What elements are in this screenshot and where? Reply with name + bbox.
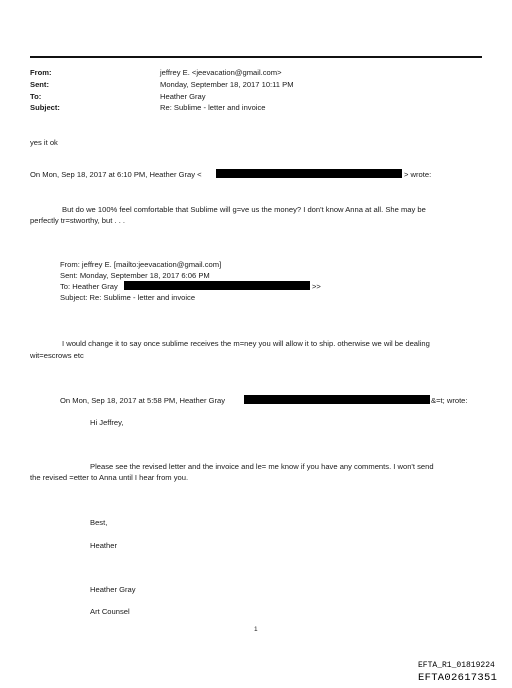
greeting: Hi Jeffrey,	[90, 418, 124, 427]
fwd-subject: Subject: Re: Sublime - letter and invoice	[60, 293, 196, 302]
redaction-bar	[244, 395, 430, 404]
para1-line2: perfectly tr=stworthy, but . . .	[30, 216, 126, 225]
reply-text: yes it ok	[30, 138, 58, 147]
efta-id-large: EFTA02617351	[418, 672, 498, 684]
para3-line2: the revised =etter to Anna until I hear from you.	[30, 473, 189, 482]
fwd-from: From: jeffrey E. [mailto:jeevacation@gmail.com]	[60, 260, 222, 269]
para1-line1: But do we 100% feel comfortable that Sublime will g=ve us the money? I don't know Anna at all. She may be	[62, 205, 426, 214]
subject-label: Subject:	[30, 103, 60, 112]
sent-label: Sent:	[30, 80, 49, 89]
to-value: Heather Gray	[160, 92, 206, 101]
efta-id-small: EFTA_R1_01819224	[418, 661, 495, 670]
quote2-prefix: On Mon, Sep 18, 2017 at 5:58 PM, Heather Gray	[60, 396, 226, 405]
header-rule	[30, 56, 482, 58]
fwd-sent: Sent: Monday, September 18, 2017 6:06 PM	[60, 271, 210, 280]
signature-title: Art Counsel	[90, 607, 130, 616]
from-value: jeffrey E. <jeevacation@gmail.com>	[160, 68, 282, 77]
para2-line1: I would change it to say once sublime receives the m=ney you will allow it to ship. otherwise we wil be dealing	[62, 339, 430, 348]
quote1-suffix: > wrote:	[404, 170, 432, 179]
subject-value: Re: Sublime - letter and invoice	[160, 103, 266, 112]
from-label: From:	[30, 68, 52, 77]
quote2-suffix: &=t; wrote:	[431, 396, 468, 405]
fwd-to-prefix: To: Heather Gray	[60, 282, 118, 291]
signoff: Heather	[90, 541, 118, 550]
signature-name: Heather Gray	[90, 585, 136, 594]
para2-line2: wit=escrows etc	[30, 351, 84, 360]
page-number: 1	[254, 626, 258, 633]
para3-line1: Please see the revised letter and the invoice and le= me know if you have any comments. I won't send	[90, 462, 434, 471]
fwd-to-suffix: >>	[312, 282, 321, 291]
sent-value: Monday, September 18, 2017 10:11 PM	[160, 80, 294, 89]
quote1-prefix: On Mon, Sep 18, 2017 at 6:10 PM, Heather Gray <	[30, 170, 202, 179]
redaction-bar	[124, 281, 310, 290]
to-label: To:	[30, 92, 42, 101]
closing: Best,	[90, 518, 108, 527]
redaction-bar	[216, 169, 402, 178]
